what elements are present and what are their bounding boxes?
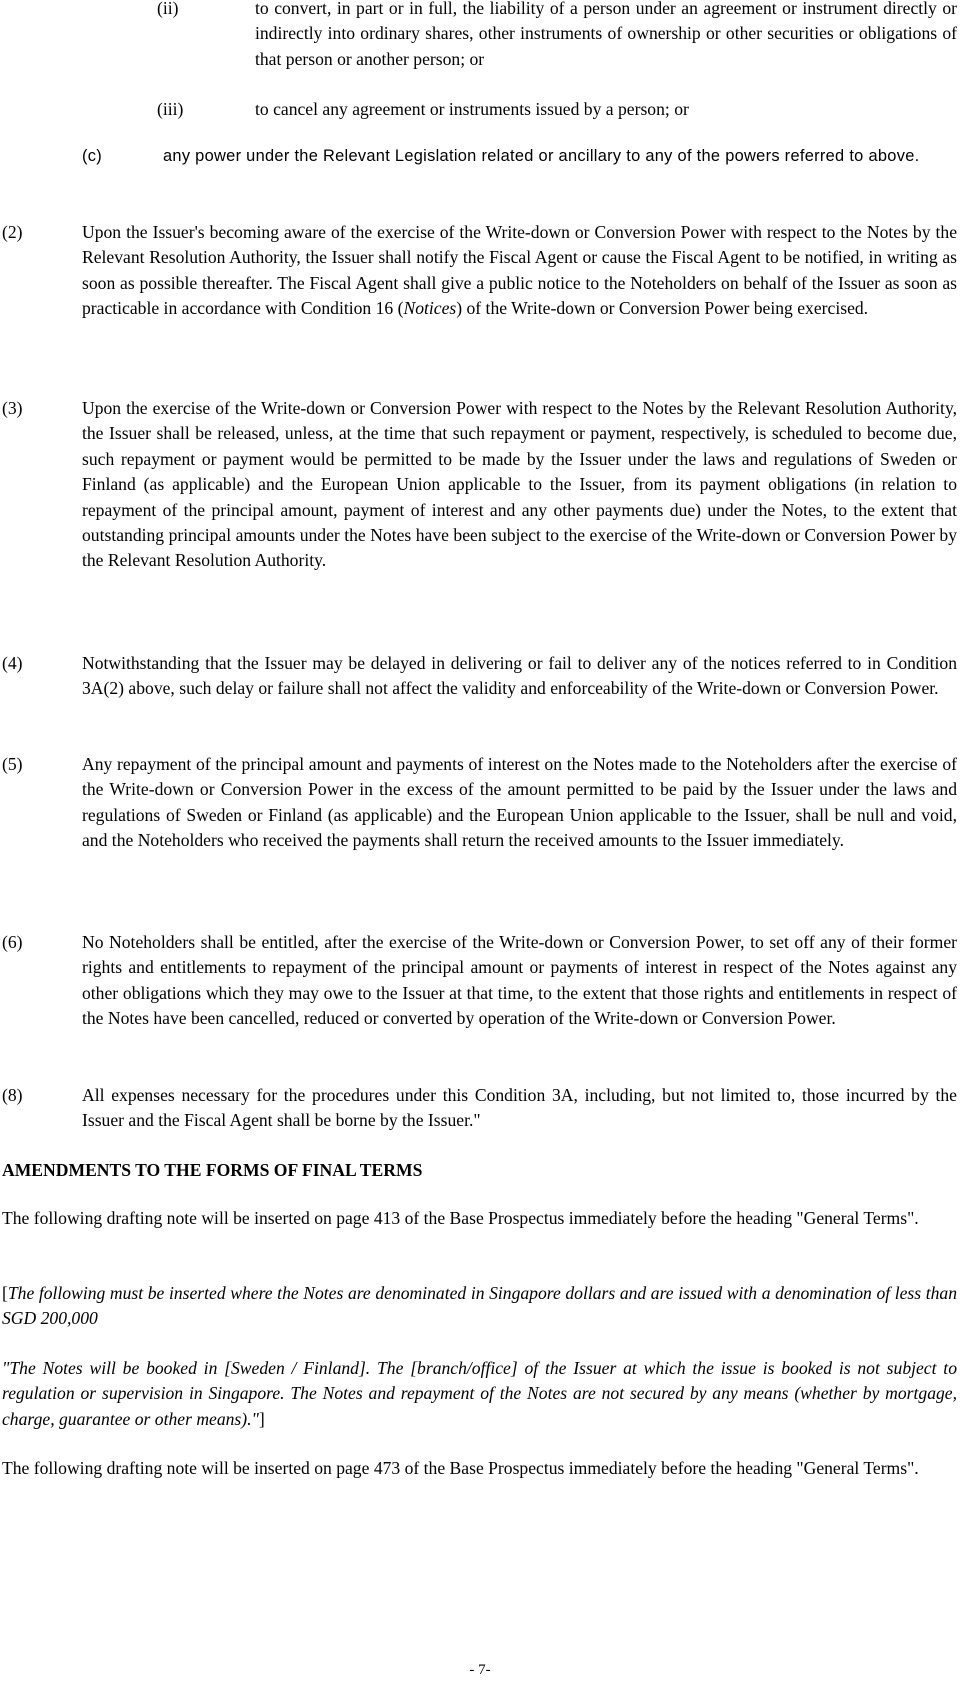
subitem-iii-text: to cancel any agreement or instruments issued by a person; or — [255, 99, 689, 119]
para-3-label: (3) — [2, 398, 23, 418]
singapore-drafting-instruction — [2, 1281, 957, 1332]
drafting-note-473: The following drafting note will be inserted on page 473 of the Base Prospectus immediately before the heading "General Terms". — [2, 1458, 919, 1478]
booking-statement-text: "The Notes will be booked in [Sweden / Finland]. The [branch/office] of the Issuer at which the issue is booked is not subject to regulation or supervision in Singapore. The Notes and repayment of the Notes are not secured by any means (whether by mortgage, charge, guarantee or other means)." — [2, 1358, 957, 1429]
subitem-iii-label: (iii) — [157, 99, 184, 119]
para-3-text: Upon the exercise of the Write-down or Conversion Power with respect to the Notes by the Relevant Resolution Authority, the Issuer shall be released, unless, at the time that such repayment or payment, respectively, is scheduled to become due, such repayment or payment would be permitted to be made by the Issuer under the laws and regulations of Sweden or Finland (as applicable) and the European Union applicable to the Issuer, from its payment obligations (in relation to repayment of the principal amount, payment of interest and any other payments due) under the Notes, to the extent that outstanding principal amounts under the Notes have been subject to the exercise of the Write-down or Conversion Power by the Relevant Resolution Authority. — [82, 398, 957, 571]
item-c-label: (c) — [82, 147, 103, 165]
subitem-ii-text: to convert, in part or in full, the liability of a person under an agreement or instrument directly or indirectly into ordinary shares, other instruments of ownership or other securities or obligations of that person or another person; or — [255, 0, 957, 69]
para-2-text-start: Upon the Issuer's becoming aware of the exercise of the Write-down or Conversion Power with respect to the Notes by the Relevant Resolution Authority, the Issuer shall notify the Fiscal Agent or cause the Fiscal Agent to be notified, in writing as soon as possible thereafter. The Fiscal Agent shall give a public notice to the Noteholders on behalf of the Issuer as soon as practicable in accordance with Condition 16 ( — [82, 222, 957, 319]
subitem-ii-label: (ii) — [157, 0, 179, 18]
notices-reference: Notices — [403, 298, 457, 319]
para-2-text-end: ) of the Write-down or Conversion Power being exercised. — [456, 298, 869, 319]
para-2-text — [82, 220, 957, 322]
para-6-label: (6) — [2, 932, 23, 952]
singapore-instruction-text: The following must be inserted where the Notes are denominated in Singapore dollars and are issued with a denomination of less than SGD 200,000 — [2, 1283, 957, 1329]
page-number: - 7- — [469, 1662, 491, 1678]
open-bracket: [ — [2, 1283, 8, 1303]
para-8-label: (8) — [2, 1085, 23, 1105]
para-5-label: (5) — [2, 754, 23, 774]
singapore-booking-statement — [2, 1356, 957, 1432]
item-c-text: any power under the Relevant Legislation related or ancillary to any of the powers referred to above. — [163, 147, 920, 165]
para-4-label: (4) — [2, 653, 23, 673]
section-heading: AMENDMENTS TO THE FORMS OF FINAL TERMS — [2, 1160, 423, 1180]
close-bracket: ] — [258, 1408, 265, 1429]
para-6-text: No Noteholders shall be entitled, after the exercise of the Write-down or Conversion Power, to set off any of their former rights and entitlements to repayment of the principal amount or payments of interest in respect of the Notes against any other obligations which they may owe to the Issuer at that time, to the extent that those rights and entitlements in respect of the Notes have been cancelled, reduced or converted by operation of the Write-down or Conversion Power. — [82, 932, 957, 1029]
drafting-note-413: The following drafting note will be inserted on page 413 of the Base Prospectus immediately before the heading "General Terms". — [2, 1208, 919, 1228]
para-8-text: All expenses necessary for the procedures under this Condition 3A, including, but not limited to, those incurred by the Issuer and the Fiscal Agent shall be borne by the Issuer." — [82, 1085, 957, 1131]
para-4-text: Notwithstanding that the Issuer may be delayed in delivering or fail to deliver any of the notices referred to in Condition 3A(2) above, such delay or failure shall not affect the validity and enforceability of the Write-down or Conversion Power. — [82, 653, 957, 699]
para-2-label: (2) — [2, 222, 23, 242]
para-5-text: Any repayment of the principal amount and payments of interest on the Notes made to the Noteholders after the exercise of the Write-down or Conversion Power in the excess of the amount permitted to be paid by the Issuer under the laws and regulations of Sweden or Finland (as applicable) and the European Union applicable to the Issuer, shall be null and void, and the Noteholders who received the payments shall return the received amounts to the Issuer immediately. — [82, 754, 957, 851]
